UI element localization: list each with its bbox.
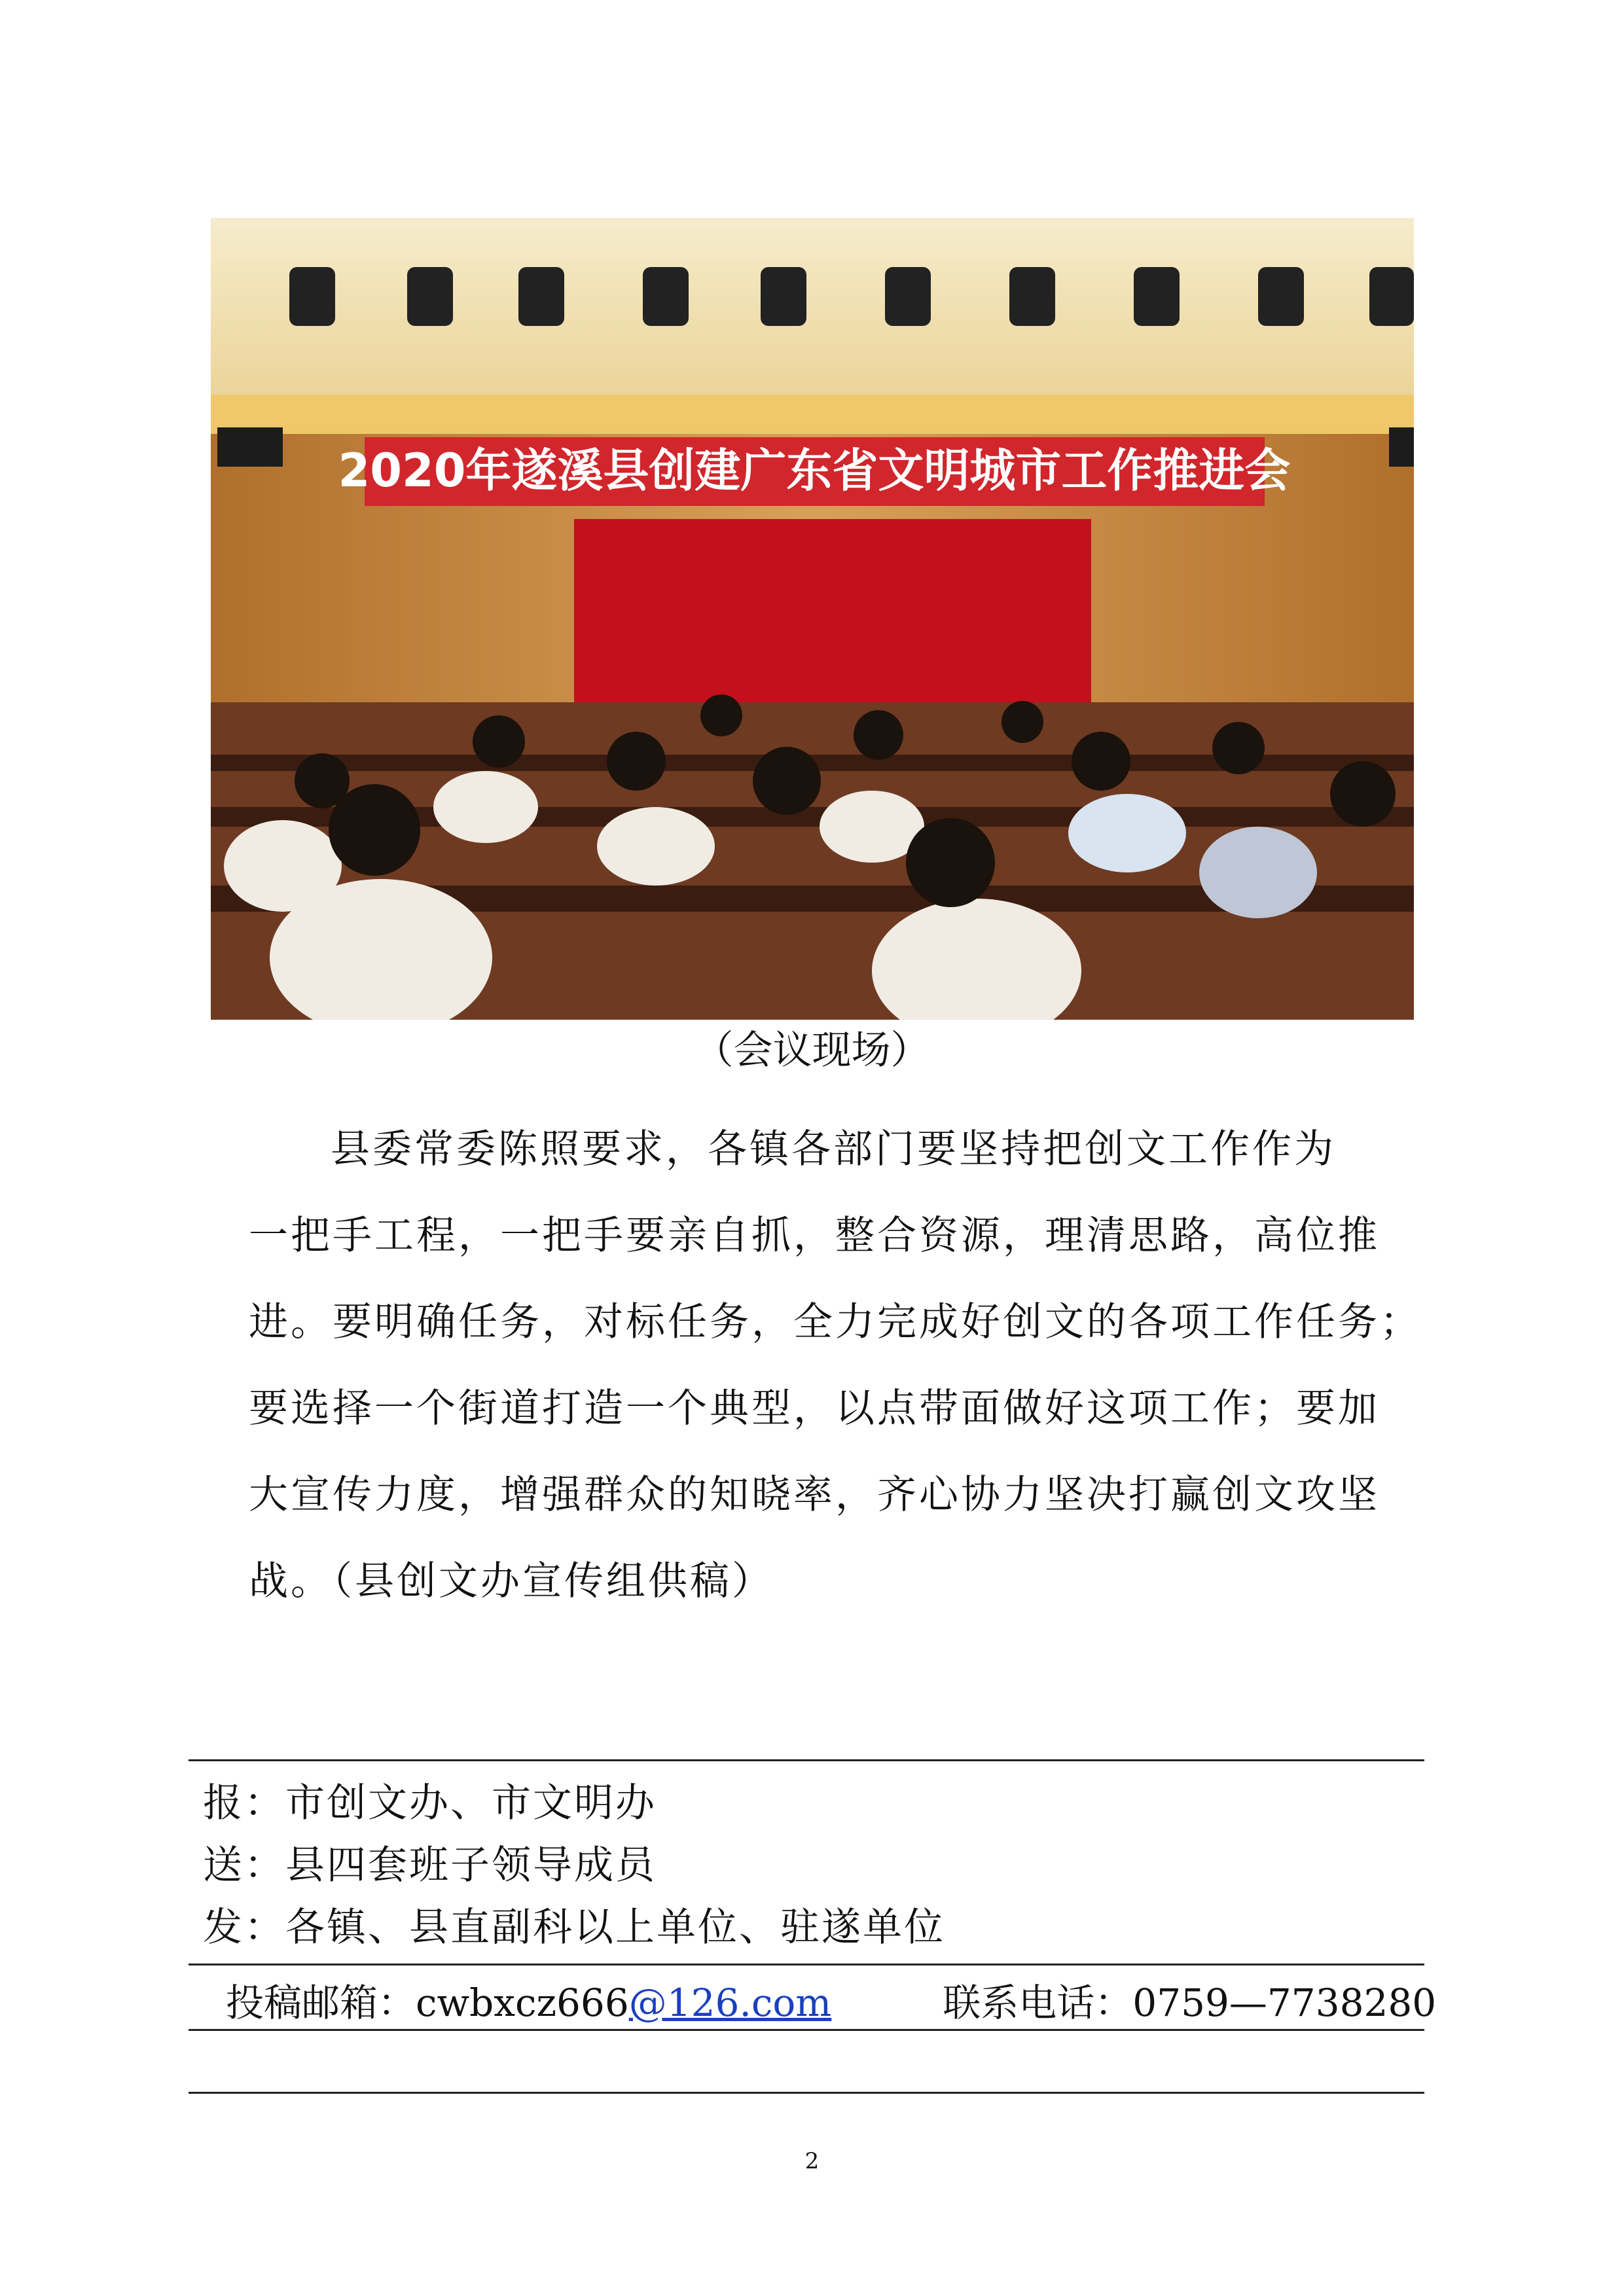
divider-contact-bottom — [189, 2029, 1424, 2031]
issue-to: 发：各镇、县直副科以上单位、驻遂单位 — [203, 1905, 945, 1950]
phone-label: 联系电话： — [943, 1981, 1133, 2025]
article-paragraph — [249, 1106, 1420, 1624]
meeting-photo — [211, 218, 1414, 1020]
email-link[interactable]: @126.com — [628, 1981, 832, 2025]
paragraph-line: 县委常委陈照要求，各镇各部门要坚持把创文工作作为 — [331, 1126, 1336, 1172]
photo-caption: （会议现场） — [694, 1028, 930, 1073]
contact-line — [226, 1977, 1436, 2029]
report-to: 报：市创文办、市文明办 — [203, 1780, 657, 1826]
paragraph-line: 进。要明确任务，对标任务，全力完成好创文的各项工作任务； — [249, 1299, 1422, 1345]
email-label: 投稿邮箱： — [226, 1981, 416, 2025]
paragraph-line: 大宣传力度，增强群众的知晓率，齐心协力坚决打赢创文攻坚 — [249, 1472, 1380, 1518]
email-user: cwbxcz666 — [416, 1981, 629, 2025]
phone-number: 0759—7738280 — [1132, 1981, 1437, 2025]
page-number: 2 — [804, 2148, 820, 2174]
paragraph-line: 要选择一个街道打造一个典型，以点带面做好这项工作；要加 — [249, 1386, 1380, 1431]
paragraph-line: 一把手工程，一把手要亲自抓，整合资源，理清思路，高位推 — [249, 1213, 1380, 1259]
paragraph-line: 战。（县创文办宣传组供稿） — [249, 1558, 774, 1604]
banner-text: 2020年遂溪县创建广东省文明城市工作推进会 — [338, 444, 1291, 497]
divider-bottom — [189, 2092, 1424, 2094]
divider-middle — [189, 1964, 1424, 1965]
send-to: 送：县四套班子领导成员 — [203, 1842, 657, 1888]
divider-top — [189, 1759, 1424, 1761]
